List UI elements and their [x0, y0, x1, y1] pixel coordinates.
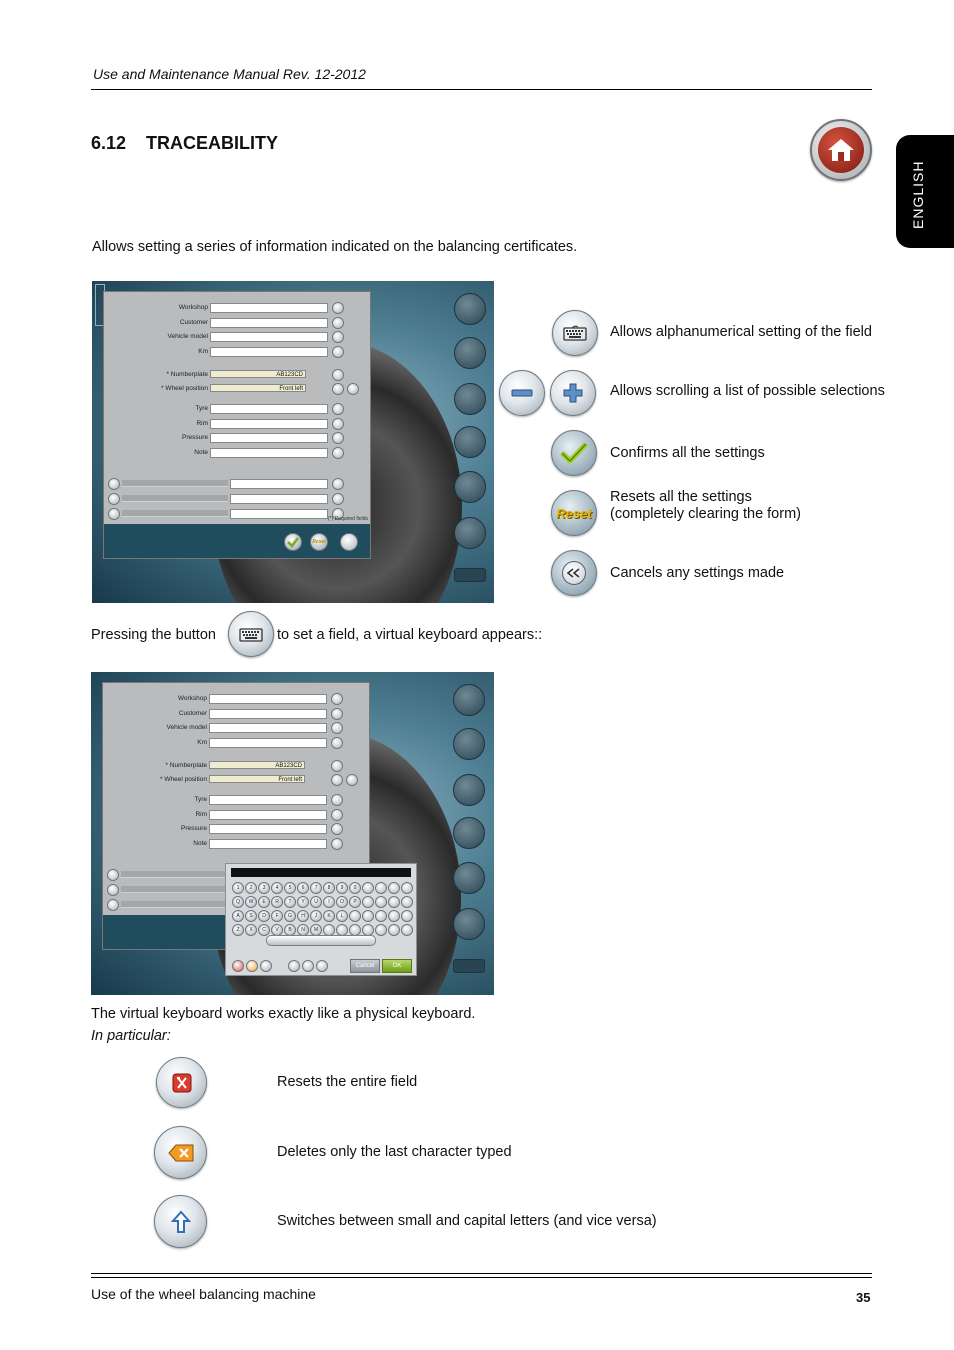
key-3[interactable]: 3 [258, 882, 270, 894]
symbol-key[interactable] [401, 882, 413, 894]
header-rule [91, 89, 872, 90]
backspace-key[interactable] [246, 960, 258, 972]
side-button-5[interactable] [454, 471, 486, 503]
form2-scroll-button[interactable] [346, 774, 358, 786]
key-p[interactable]: P [349, 896, 361, 908]
form1-field-input[interactable] [210, 303, 328, 313]
nav-key-3[interactable] [316, 960, 328, 972]
key-s[interactable]: S [245, 910, 257, 922]
symbol-key[interactable] [375, 924, 387, 936]
symbol-key[interactable] [401, 924, 413, 936]
form1-field-label: Km [198, 347, 208, 355]
reset-icon-label: Reset [556, 505, 592, 521]
form1-field-label: Tyre [195, 405, 208, 412]
keyboard-inline-icon [228, 611, 274, 657]
form2-field-input[interactable] [209, 709, 327, 719]
form1-field-label: Vehicle model [167, 333, 208, 340]
virtual-keyboard [225, 863, 417, 976]
form1-keyboard-button[interactable] [332, 418, 344, 430]
key-i[interactable]: I [323, 896, 335, 908]
form2-strip [121, 901, 227, 908]
key-6[interactable]: 6 [297, 882, 309, 894]
key-h[interactable]: H [297, 910, 309, 922]
symbol-key[interactable] [349, 910, 361, 922]
form2-field-label: * Numberplate [165, 762, 207, 769]
nav-key-1[interactable] [288, 960, 300, 972]
intro-text: Allows setting a series of information indicated on the balancing certificates. [92, 239, 578, 255]
form2-field-label: Note [193, 839, 207, 847]
form2-keyboard-button[interactable] [331, 794, 343, 806]
reset-field-text: Resets the entire field [277, 1074, 418, 1090]
side-button-bar-2[interactable] [453, 959, 485, 973]
section-name: TRACEABILITY [146, 133, 278, 153]
key-9[interactable]: 9 [336, 882, 348, 894]
key-w[interactable]: W [245, 896, 257, 908]
form2-field-input[interactable] [209, 824, 327, 834]
keyboard-screenshot [91, 672, 494, 995]
key-7[interactable]: 7 [310, 882, 322, 894]
form-footer [104, 516, 370, 558]
side-button-b2[interactable] [453, 728, 485, 760]
symbol-key[interactable] [401, 910, 413, 922]
reset-icon [551, 490, 597, 536]
symbol-key[interactable] [388, 924, 400, 936]
key-t[interactable]: T [284, 896, 296, 908]
form2-keyboard-button[interactable] [331, 693, 343, 705]
form2-keyboard-button[interactable] [331, 722, 343, 734]
key-k[interactable]: K [323, 910, 335, 922]
form2-field-input[interactable] [209, 738, 327, 748]
symbol-key[interactable] [375, 896, 387, 908]
form2-keyboard-button[interactable] [331, 809, 343, 821]
key-5[interactable]: 5 [284, 882, 296, 894]
form1-keyboard-button[interactable] [332, 383, 344, 395]
key-8[interactable]: 8 [323, 882, 335, 894]
form2-field-input[interactable]: Front left [209, 775, 305, 783]
form1-strip-input[interactable] [230, 509, 328, 519]
symbol-key[interactable] [388, 910, 400, 922]
form1-strip [122, 495, 228, 502]
key-z[interactable]: Z [232, 924, 244, 936]
form1-scroll-button[interactable] [347, 383, 359, 395]
form1-strip-input[interactable] [230, 479, 328, 489]
side-button-1[interactable] [454, 293, 486, 325]
key-j[interactable]: J [310, 910, 322, 922]
key-0[interactable]: 0 [349, 882, 361, 894]
footer-rule-2 [91, 1277, 872, 1278]
form1-field-input[interactable] [210, 404, 328, 414]
form-screenshot [92, 281, 494, 603]
form2-strip [121, 871, 227, 878]
keyboard-icon [552, 310, 598, 356]
shift-text: Switches between small and capital letters (and vice versa) [277, 1213, 657, 1229]
key-o[interactable]: O [336, 896, 348, 908]
side-button-4[interactable] [454, 426, 486, 458]
form1-field-label: * Wheel position [161, 385, 208, 392]
side-button-2[interactable] [454, 337, 486, 369]
side-button-b6[interactable] [453, 908, 485, 940]
home-icon [810, 119, 872, 181]
form1-strip-button[interactable] [108, 508, 120, 520]
side-button-6[interactable] [454, 517, 486, 549]
keyboard-cancel-button[interactable]: Cancel [350, 959, 380, 973]
key-f[interactable]: F [271, 910, 283, 922]
backspace-text: Deletes only the last character typed [277, 1144, 512, 1160]
symbol-key[interactable] [362, 896, 374, 908]
form1-keyboard-button[interactable] [332, 331, 344, 343]
form2-field-label: Tyre [194, 796, 207, 803]
form2-field-input[interactable] [209, 810, 327, 820]
form1-keyboard-button[interactable] [332, 432, 344, 444]
form1-keyboard-button[interactable] [332, 346, 344, 358]
form1-field-input[interactable] [210, 318, 328, 328]
key-q[interactable]: Q [232, 896, 244, 908]
form2-strip-button[interactable] [107, 884, 119, 896]
section-number: 6.12 [91, 133, 127, 153]
reset-label-mini: Reset [312, 539, 326, 545]
form1-strip-button[interactable] [108, 493, 120, 505]
form1-field-label: Customer [179, 318, 208, 326]
side-button-b3[interactable] [453, 774, 485, 806]
symbol-key[interactable] [362, 882, 374, 894]
minus-icon [499, 370, 545, 416]
form2-keyboard-button[interactable] [331, 708, 343, 720]
form1-field-label: Note [194, 448, 208, 456]
footer-rule-1 [91, 1273, 872, 1274]
keyboard-ok-button[interactable]: OK [382, 959, 412, 973]
footer-left-text: Use of the wheel balancing machine [91, 1286, 316, 1302]
form2-keyboard-button[interactable] [331, 823, 343, 835]
symbol-key[interactable] [362, 910, 374, 922]
traceability-form [103, 291, 371, 559]
side-button-b4[interactable] [453, 817, 485, 849]
form2-field-input[interactable] [209, 839, 327, 849]
key-b[interactable]: B [284, 924, 296, 936]
form1-field-label: * Numberplate [166, 371, 208, 378]
side-button-b5[interactable] [453, 862, 485, 894]
form1-strip-kb-button[interactable] [332, 493, 344, 505]
shift-icon [154, 1195, 207, 1248]
key-y[interactable]: Y [297, 896, 309, 908]
nav-key-2[interactable] [302, 960, 314, 972]
plus-icon [550, 370, 596, 416]
form1-field-label: Pressure [181, 434, 208, 441]
form1-strip-kb-button[interactable] [332, 478, 344, 490]
legend-reset-text-1: Resets all the settings [610, 489, 752, 505]
space-bar[interactable] [266, 935, 376, 946]
language-label: ENGLISH [910, 160, 926, 229]
reset-field-key[interactable] [232, 960, 244, 972]
key-n[interactable]: N [297, 924, 309, 936]
key-g[interactable]: G [284, 910, 296, 922]
pressing-text-after: to set a field, a virtual keyboard appears:: [277, 627, 543, 643]
shift-key[interactable] [260, 960, 272, 972]
side-button-b1[interactable] [453, 684, 485, 716]
manual-header: Use and Maintenance Manual Rev. 12-2012 [93, 66, 366, 82]
key-1[interactable]: 1 [232, 882, 244, 894]
cancel-icon [551, 550, 597, 596]
key-v[interactable]: V [271, 924, 283, 936]
form2-field-label: Workshop [177, 695, 207, 702]
key-c[interactable]: C [258, 924, 270, 936]
form1-strip-button[interactable] [108, 478, 120, 490]
symbol-key[interactable] [375, 910, 387, 922]
backspace-icon [154, 1126, 207, 1179]
form2-field-label: Pressure [180, 825, 207, 832]
symbol-key[interactable] [401, 896, 413, 908]
form1-field-input[interactable] [210, 332, 328, 342]
side-button-bar[interactable] [454, 568, 486, 582]
key-4[interactable]: 4 [271, 882, 283, 894]
page-number: 35 [856, 1290, 871, 1305]
legend-scroll-text: Allows scrolling a list of possible selections [610, 383, 885, 399]
legend-cancel-text: Cancels any settings made [610, 565, 785, 581]
pressing-text-before: Pressing the button [91, 627, 216, 643]
key-e[interactable]: E [258, 896, 270, 908]
form2-strip-button[interactable] [107, 869, 119, 881]
keyboard-display [231, 868, 411, 877]
form1-strip [122, 510, 228, 517]
key-u[interactable]: U [310, 896, 322, 908]
form1-field-input[interactable]: AB123CD [210, 370, 306, 378]
form2-field-input[interactable] [209, 694, 327, 704]
form2-field-input[interactable]: AB123CD [209, 761, 305, 769]
key-d[interactable]: D [258, 910, 270, 922]
form2-strip-button[interactable] [107, 899, 119, 911]
legend-keyboard-text: Allows alphanumerical setting of the field [610, 324, 872, 340]
form1-keyboard-button[interactable] [332, 369, 344, 381]
form2-keyboard-button[interactable] [331, 774, 343, 786]
confirm-button[interactable] [284, 533, 302, 551]
form2-field-input[interactable] [209, 795, 327, 805]
in-particular: In particular: [91, 1028, 171, 1044]
legend-reset-text-2: (completely clearing the form) [610, 506, 801, 522]
reset-button[interactable] [310, 533, 328, 551]
symbol-key[interactable] [375, 882, 387, 894]
form2-field-label: Rim [195, 810, 207, 818]
key-l[interactable]: L [336, 910, 348, 922]
form2-keyboard-button[interactable] [331, 838, 343, 850]
form2-keyboard-button[interactable] [331, 760, 343, 772]
key-m[interactable]: M [310, 924, 322, 936]
form2-field-label: Vehicle model [166, 724, 207, 731]
checkmark-icon [551, 430, 597, 476]
language-tab [896, 135, 954, 248]
required-note: (*) Required fields [328, 516, 369, 522]
form1-keyboard-button[interactable] [332, 447, 344, 459]
form1-keyboard-button[interactable] [332, 403, 344, 415]
symbol-key[interactable] [388, 896, 400, 908]
form1-field-input[interactable] [210, 419, 328, 429]
key-x[interactable]: X [245, 924, 257, 936]
section-title [91, 133, 278, 154]
form1-keyboard-button[interactable] [332, 302, 344, 314]
key-a[interactable]: A [232, 910, 244, 922]
form2-strip [121, 886, 227, 893]
cancel-button[interactable] [340, 533, 358, 551]
form2-field-label: * Wheel position [160, 776, 207, 783]
form1-field-input[interactable] [210, 448, 328, 458]
form1-field-input[interactable] [210, 347, 328, 357]
side-button-3[interactable] [454, 383, 486, 415]
key-r[interactable]: R [271, 896, 283, 908]
form1-strip [122, 480, 228, 487]
form1-field-label: Workshop [178, 304, 208, 311]
form2-field-label: Km [197, 738, 207, 746]
form2-field-label: Customer [178, 709, 207, 717]
reset-field-icon [156, 1057, 207, 1108]
legend-confirm-text: Confirms all the settings [610, 445, 765, 461]
form1-strip-input[interactable] [230, 494, 328, 504]
form1-field-label: Rim [196, 419, 208, 427]
form2-keyboard-button[interactable] [331, 737, 343, 749]
form1-keyboard-button[interactable] [332, 317, 344, 329]
key-2[interactable]: 2 [245, 882, 257, 894]
form1-field-input[interactable]: Front left [210, 384, 306, 392]
form1-field-input[interactable] [210, 433, 328, 443]
symbol-key[interactable] [388, 882, 400, 894]
vk-description: The virtual keyboard works exactly like a physical keyboard. [91, 1006, 476, 1022]
form2-field-input[interactable] [209, 723, 327, 733]
